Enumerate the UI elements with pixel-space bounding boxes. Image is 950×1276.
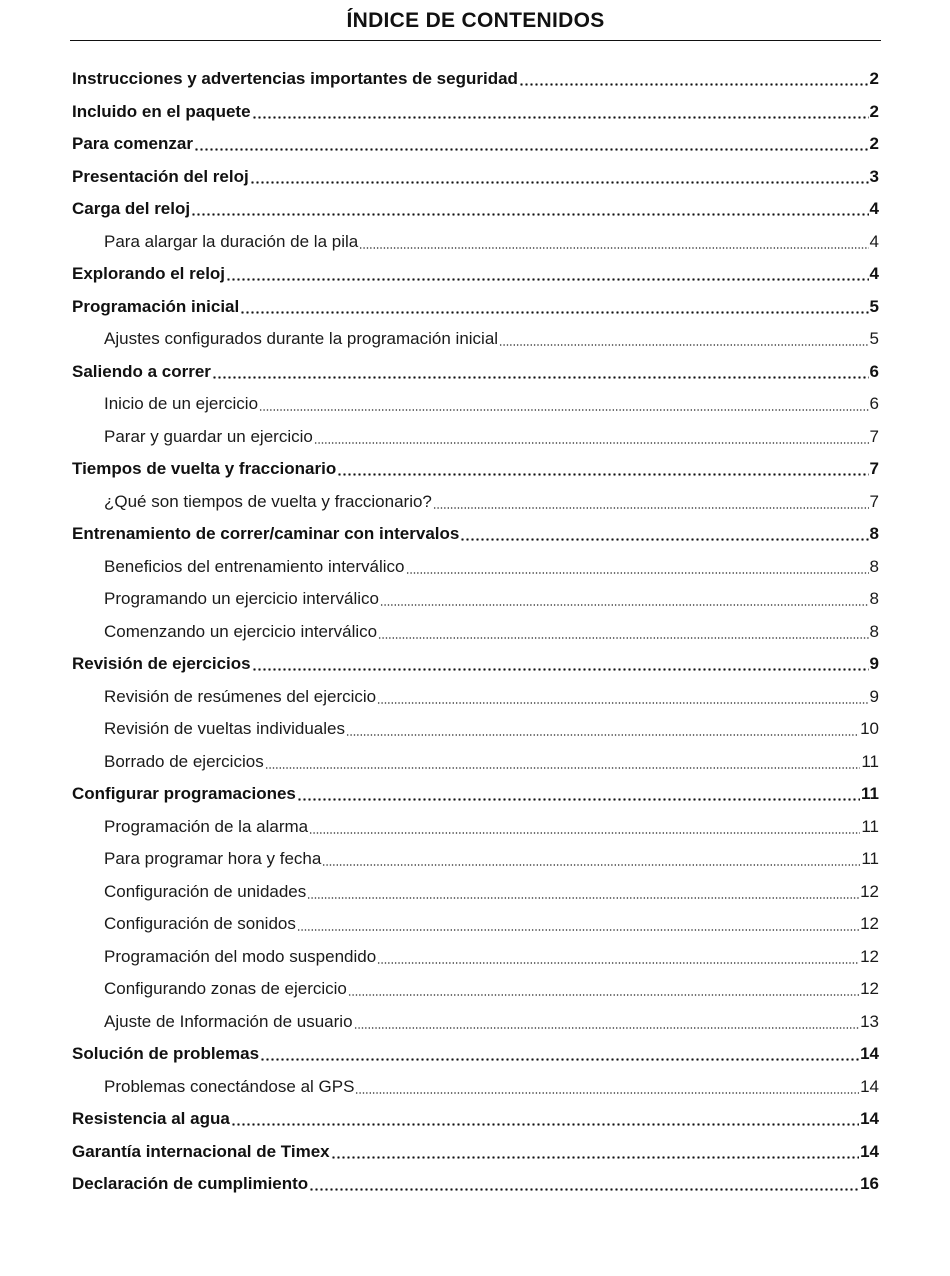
toc-entry bbox=[72, 518, 879, 551]
toc-dot-leader bbox=[231, 1109, 859, 1129]
toc-page-number: 11 bbox=[861, 849, 879, 868]
toc-entry-label: Garantía internacional de Timex bbox=[72, 1141, 330, 1161]
toc-subentry bbox=[72, 1006, 879, 1039]
toc-page-number: 12 bbox=[860, 881, 879, 901]
toc-page-number: 14 bbox=[860, 1044, 879, 1063]
toc-entry bbox=[72, 193, 879, 226]
toc-page-number: 14 bbox=[860, 1076, 879, 1096]
toc-page-number: 2 bbox=[869, 134, 879, 153]
toc-entry-label: Revisión de ejercicios bbox=[72, 654, 251, 673]
toc-entry-label: Configuración de sonidos bbox=[104, 914, 296, 933]
toc-dot-leader bbox=[348, 979, 859, 999]
toc-dot-leader bbox=[433, 492, 869, 512]
toc-entry-label: Configurar programaciones bbox=[72, 784, 296, 803]
toc-entry bbox=[72, 96, 879, 129]
toc-entry bbox=[72, 291, 879, 324]
toc-subentry bbox=[72, 1071, 879, 1104]
toc-entry-label: Ajustes configurados durante la programación inicial bbox=[104, 329, 499, 348]
toc-subentry bbox=[72, 616, 879, 649]
toc-entry bbox=[72, 1103, 879, 1136]
toc-page-number: 2 bbox=[869, 101, 879, 121]
toc-dot-leader bbox=[260, 1044, 859, 1064]
toc-subentry bbox=[72, 486, 879, 519]
toc-entry-label: Ajuste de Información de usuario bbox=[104, 1011, 353, 1031]
toc-entry-label: Tiempos de vuelta y fraccionario bbox=[72, 459, 337, 478]
toc-entry-label: Presentación del reloj bbox=[72, 166, 249, 186]
toc-dot-leader bbox=[259, 394, 869, 414]
toc-page-number: 5 bbox=[869, 329, 879, 348]
toc-entry-label: Programando un ejercicio interválico bbox=[104, 589, 379, 608]
toc-entry-label: Revisión de resúmenes del ejercicio bbox=[104, 686, 377, 706]
toc-page-number: 8 bbox=[869, 621, 879, 641]
toc-entry-label: Entrenamiento de correr/caminar con intervalos bbox=[72, 524, 460, 543]
toc-page-number: 6 bbox=[869, 361, 879, 381]
toc-dot-leader bbox=[240, 297, 868, 317]
toc-subentry bbox=[72, 908, 879, 941]
toc-dot-leader bbox=[519, 69, 869, 89]
toc-dot-leader bbox=[499, 329, 868, 349]
toc-subentry bbox=[72, 681, 879, 714]
toc-page-number: 8 bbox=[869, 524, 879, 543]
toc-dot-leader bbox=[359, 232, 868, 252]
toc-page-number: 4 bbox=[869, 199, 879, 218]
toc-entry-label: Resistencia al agua bbox=[72, 1109, 230, 1128]
toc-dot-leader bbox=[297, 784, 860, 804]
toc-subentry bbox=[72, 843, 879, 876]
toc-entry-label: Configuración de unidades bbox=[104, 881, 307, 901]
toc-entry bbox=[72, 1136, 879, 1169]
toc-entry-label: Carga del reloj bbox=[72, 199, 191, 218]
toc-dot-leader bbox=[322, 849, 860, 869]
toc-dot-leader bbox=[309, 1174, 859, 1194]
toc-dot-leader bbox=[460, 524, 868, 544]
toc-entry-label: Beneficios del entrenamiento interválico bbox=[104, 556, 405, 576]
toc-subentry bbox=[72, 746, 879, 779]
toc-page-number: 13 bbox=[860, 1011, 879, 1031]
toc-subentry bbox=[72, 973, 879, 1006]
toc-entry bbox=[72, 648, 879, 681]
toc-page-number: 5 bbox=[869, 296, 879, 316]
toc-dot-leader bbox=[250, 167, 869, 187]
toc-entry-label: Programación inicial bbox=[72, 296, 240, 316]
toc-page-number: 14 bbox=[860, 1141, 879, 1161]
toc-page-number: 7 bbox=[869, 426, 879, 446]
toc-entry-label: Para alargar la duración de la pila bbox=[104, 231, 359, 251]
title-rule bbox=[70, 40, 881, 41]
toc-subentry bbox=[72, 226, 879, 259]
toc-dot-leader bbox=[307, 882, 859, 902]
toc-entry bbox=[72, 161, 879, 194]
toc-subentry bbox=[72, 323, 879, 356]
toc-entry-label: Configurando zonas de ejercicio bbox=[104, 979, 347, 998]
toc-entry bbox=[72, 63, 879, 96]
toc-entry-label: ¿Qué son tiempos de vuelta y fraccionario? bbox=[104, 491, 432, 511]
toc-page-number: 11 bbox=[861, 751, 879, 771]
toc-entry-label: Declaración de cumplimiento bbox=[72, 1174, 309, 1193]
toc-subentry bbox=[72, 876, 879, 909]
toc-page-number: 11 bbox=[861, 784, 879, 803]
toc-page-number: 7 bbox=[869, 459, 879, 478]
toc-entry-label: Problemas conectándose al GPS bbox=[104, 1076, 355, 1096]
toc-dot-leader bbox=[212, 362, 869, 382]
toc-entry-label: Para programar hora y fecha bbox=[104, 849, 322, 868]
toc-page-number: 4 bbox=[869, 264, 879, 283]
toc-entry-label: Para comenzar bbox=[72, 134, 193, 153]
toc-dot-leader bbox=[354, 1012, 860, 1032]
toc-dot-leader bbox=[226, 264, 868, 284]
toc-page-number: 9 bbox=[869, 686, 879, 706]
toc-page-number: 4 bbox=[869, 231, 879, 251]
toc-subentry bbox=[72, 713, 879, 746]
toc-page-number: 8 bbox=[869, 589, 879, 608]
toc-page-number: 6 bbox=[869, 394, 879, 413]
toc-dot-leader bbox=[265, 752, 861, 772]
page-title: ÍNDICE DE CONTENIDOS bbox=[346, 9, 605, 32]
toc-dot-leader bbox=[309, 817, 860, 837]
toc-dot-leader bbox=[377, 947, 859, 967]
toc-page-number: 11 bbox=[861, 816, 879, 836]
table-of-contents bbox=[72, 63, 879, 1201]
toc-entry-label: Programación del modo suspendido bbox=[104, 946, 377, 966]
toc-dot-leader bbox=[252, 654, 869, 674]
toc-dot-leader bbox=[191, 199, 868, 219]
toc-entry bbox=[72, 1038, 879, 1071]
toc-entry-label: Borrado de ejercicios bbox=[104, 751, 264, 771]
toc-entry bbox=[72, 1168, 879, 1201]
toc-entry-label: Revisión de vueltas individuales bbox=[104, 719, 345, 738]
toc-dot-leader bbox=[331, 1142, 859, 1162]
toc-page-number: 2 bbox=[869, 69, 879, 88]
toc-entry-label: Saliendo a correr bbox=[72, 361, 211, 381]
toc-dot-leader bbox=[337, 459, 868, 479]
toc-dot-leader bbox=[378, 622, 868, 642]
toc-page-number: 16 bbox=[860, 1174, 879, 1193]
toc-subentry bbox=[72, 941, 879, 974]
toc-entry-label: Explorando el reloj bbox=[72, 264, 226, 283]
toc-entry-label: Inicio de un ejercicio bbox=[104, 394, 259, 413]
toc-page-number: 14 bbox=[860, 1109, 879, 1128]
toc-dot-leader bbox=[346, 719, 859, 739]
toc-page-number: 8 bbox=[869, 556, 879, 576]
toc-page-number: 7 bbox=[869, 491, 879, 511]
toc-entry-label: Comenzando un ejercicio interválico bbox=[104, 621, 378, 641]
toc-entry-label: Parar y guardar un ejercicio bbox=[104, 426, 313, 446]
toc-entry bbox=[72, 258, 879, 291]
toc-page-number: 12 bbox=[860, 914, 879, 933]
toc-dot-leader bbox=[297, 914, 859, 934]
toc-subentry bbox=[72, 811, 879, 844]
toc-page-number: 10 bbox=[860, 719, 879, 738]
toc-entry bbox=[72, 453, 879, 486]
toc-dot-leader bbox=[314, 427, 869, 447]
toc-page-number: 12 bbox=[860, 979, 879, 998]
toc-dot-leader bbox=[355, 1077, 859, 1097]
toc-page-number: 3 bbox=[869, 166, 879, 186]
toc-dot-leader bbox=[406, 557, 869, 577]
toc-page-number: 9 bbox=[869, 654, 879, 673]
toc-entry-label: Programación de la alarma bbox=[104, 816, 309, 836]
toc-entry-label: Instrucciones y advertencias importantes de seguridad bbox=[72, 69, 518, 88]
toc-subentry bbox=[72, 551, 879, 584]
toc-subentry bbox=[72, 388, 879, 421]
toc-subentry bbox=[72, 583, 879, 616]
toc-page-number: 12 bbox=[860, 946, 879, 966]
toc-entry bbox=[72, 356, 879, 389]
toc-entry bbox=[72, 778, 879, 811]
toc-subentry bbox=[72, 421, 879, 454]
toc-entry bbox=[72, 128, 879, 161]
toc-entry-label: Incluido en el paquete bbox=[72, 101, 251, 121]
toc-dot-leader bbox=[252, 102, 869, 122]
toc-entry-label: Solución de problemas bbox=[72, 1044, 260, 1063]
toc-dot-leader bbox=[377, 687, 868, 707]
toc-dot-leader bbox=[380, 589, 869, 609]
toc-dot-leader bbox=[194, 134, 869, 154]
